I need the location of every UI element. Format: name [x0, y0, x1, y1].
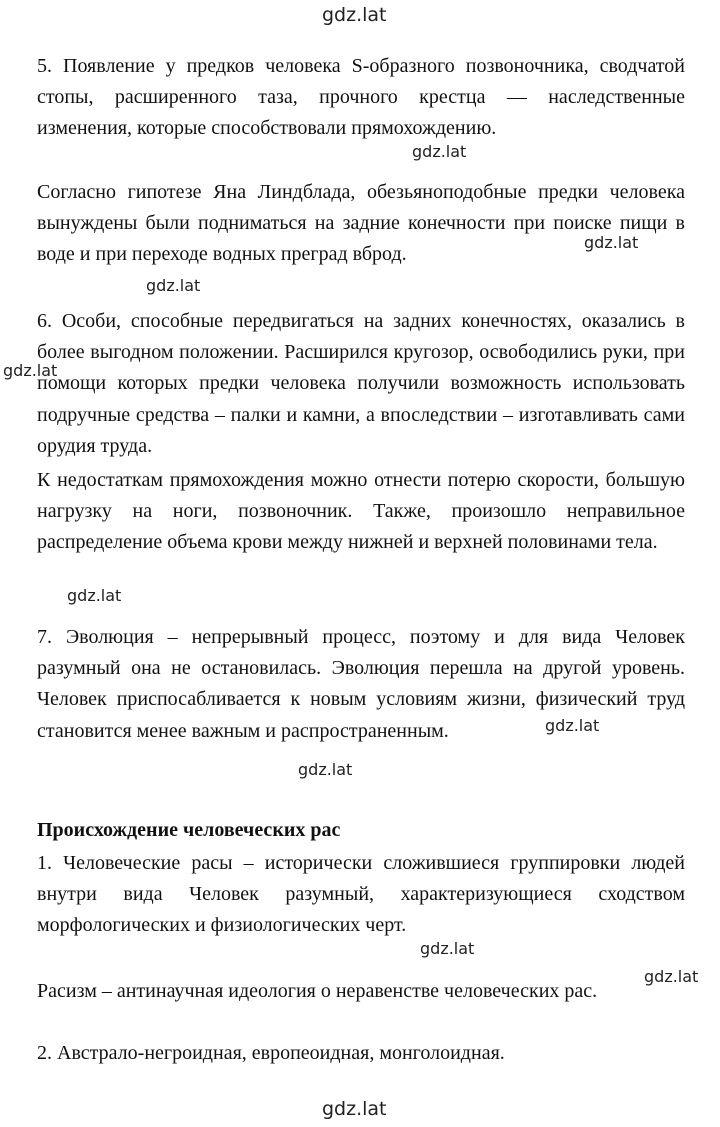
watermark: gdz.lat — [420, 939, 475, 958]
watermark: gdz.lat — [584, 233, 639, 252]
paragraph-6: 6. Особи, способные передвигаться на задних конечностях, оказались в более выгодном положении. Расширился кругозор, освободились руки, при помощи которых предки человека получили возможность использовать подручные средства – палки и камни, а впоследствии – изготавливать сами орудия труда. — [37, 310, 685, 457]
watermark: gdz.lat — [322, 4, 387, 26]
watermark: gdz.lat — [545, 716, 600, 735]
paragraph-6-disadvantages: К недостаткам прямохождения можно отнести потерю скорости, большую нагрузку на ноги, позвоночник. Также, произошло неправильное распределение объема крови между нижней и верхней половинами тела. — [37, 469, 685, 554]
paragraph-7: 7. Эволюция – непрерывный процесс, поэтому и для вида Человек разумный она не остановилась. Эволюция перешла на другой уровень. Человек приспосабливается к новым условиям жизни, физический труд становится менее важным и распространенным. — [37, 626, 685, 742]
watermark: gdz.lat — [3, 361, 58, 380]
paragraph-5: 5. Появление у предков человека S-образного позвоночника, сводчатой стопы, расширенного таза, прочного крестца — наследственные изменения, которые способствовали прямохождению. — [37, 55, 685, 140]
races-paragraph-1: 1. Человеческие расы – исторически сложившиеся группировки людей внутри вида Человек разумный, характеризующиеся сходством морфологических и физиологических черт. — [37, 852, 685, 937]
watermark: gdz.lat — [67, 586, 122, 605]
section-heading: Происхождение человеческих рас — [37, 819, 341, 841]
racism-definition: Расизм – антинаучная идеология о неравенстве человеческих рас. — [37, 980, 598, 1002]
paragraph-5-hypothesis: Согласно гипотезе Яна Линдблада, обезьяноподобные предки человека вынуждены были подниматься на задние конечности при поиске пищи в воде и при переходе водных преград вброд. — [37, 181, 685, 266]
watermark: gdz.lat — [146, 276, 201, 295]
watermark: gdz.lat — [322, 1098, 387, 1120]
races-paragraph-2: 2. Австрало-негроидная, европеоидная, монголоидная. — [37, 1042, 505, 1064]
watermark: gdz.lat — [412, 142, 467, 161]
watermark: gdz.lat — [298, 760, 353, 779]
watermark: gdz.lat — [644, 967, 699, 986]
